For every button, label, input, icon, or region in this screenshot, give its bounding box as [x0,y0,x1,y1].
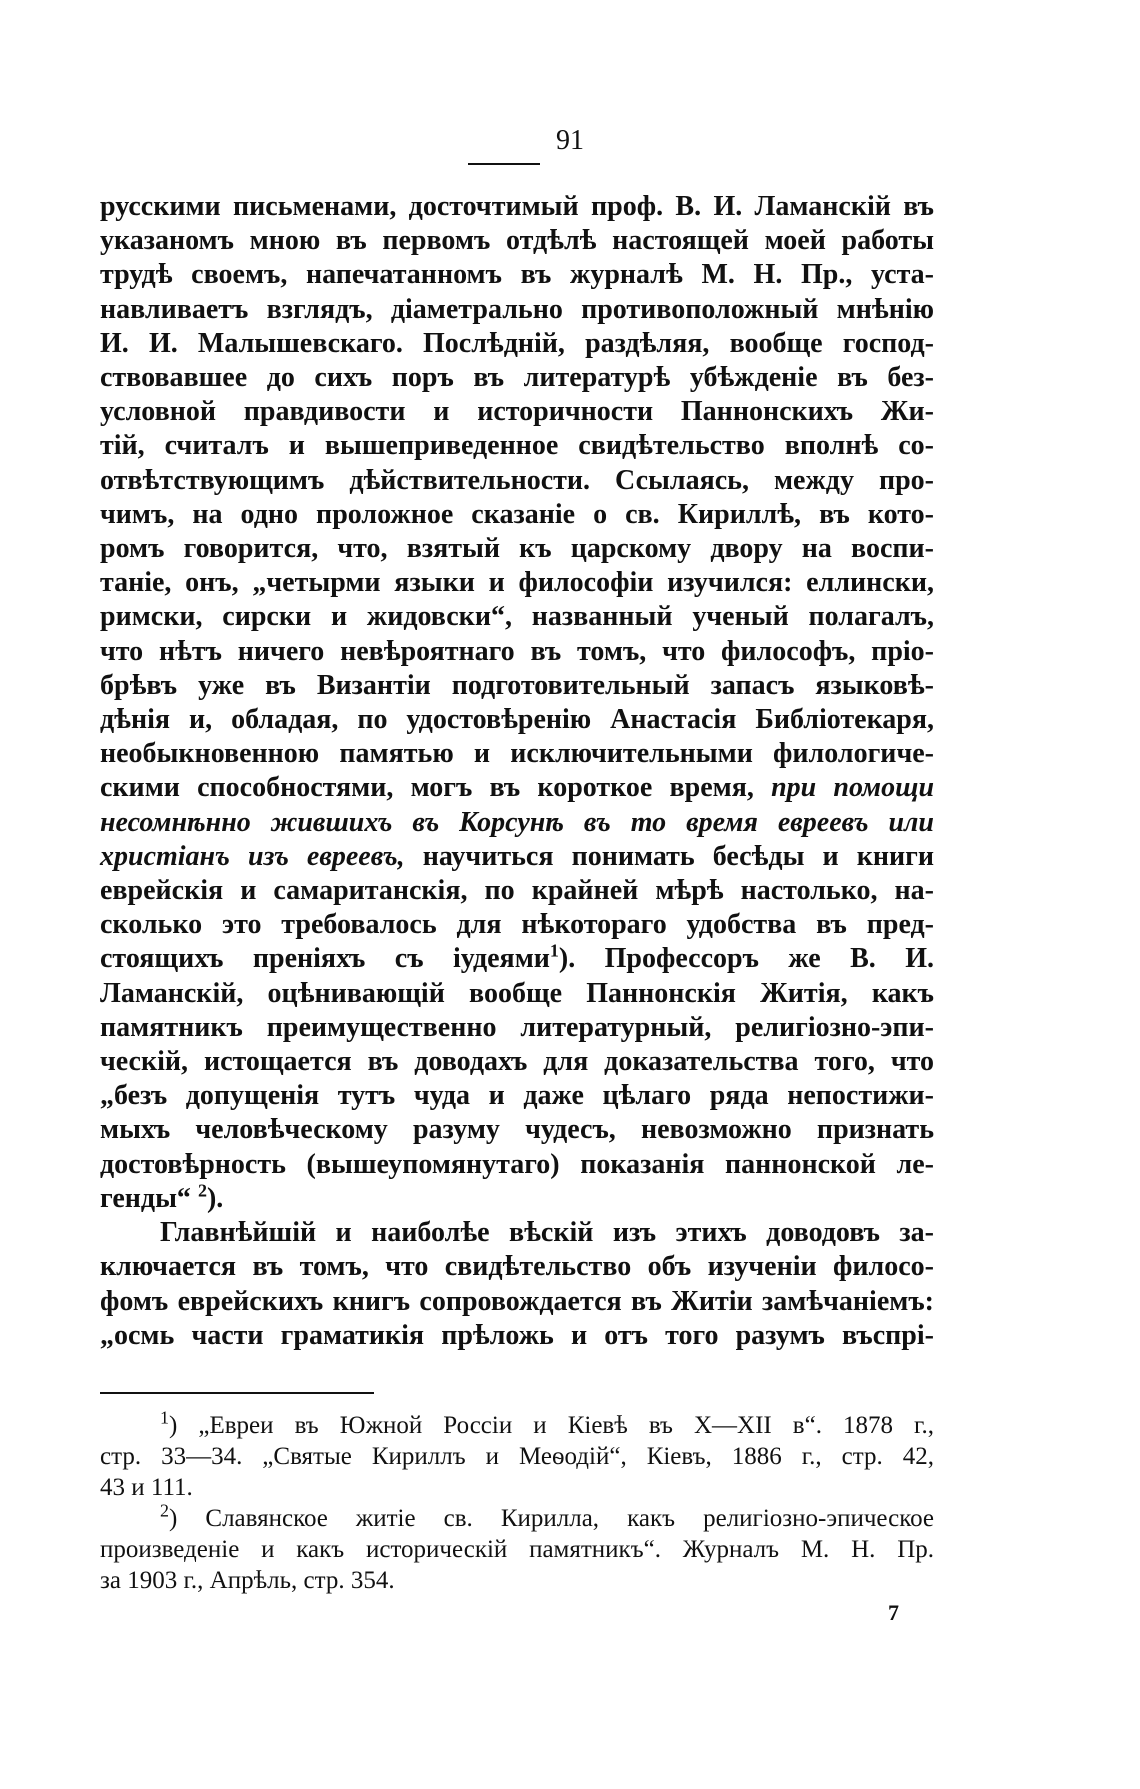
text-line: И. И. Малышевскаго. Послѣдній, раздѣляя, вообще господ- [100,327,934,359]
footnote-line: 43 и 111. [100,1474,193,1501]
page-number-rule [468,163,540,165]
text-line: ческій, истощается въ доводахъ для доказательства того, что [100,1046,934,1078]
text-line: навливаетъ взглядъ, діаметрально противоположный мнѣнію [100,293,934,325]
text-line: еврейскія и самаританскія, по крайней мѣрѣ настолько, на- [100,875,934,907]
italic-line: несомнѣнно жившихъ въ Корсунѣ въ то время евреевъ или [100,806,934,838]
text-line: тій, считалъ и вышеприведенное свидѣтельство вполнѣ со- [100,430,934,462]
text-line: трудѣ своемъ, напечатанномъ въ журналѣ М. Н. Пр., уста- [100,259,934,291]
text-line [100,771,934,805]
text-line: условной правдивости и историчности Паннонскихъ Жи- [100,396,934,428]
text-line: ромъ говорится, что, взятый къ царскому двору на воспи- [100,533,934,565]
text-line: „осмь части граматикія прѣложь и отъ того разумъ въспрі- [100,1319,934,1351]
text-span: стоящихъ преніяхъ съ іудеями [100,943,550,975]
text-line: брѣвъ уже въ Византіи подготовительный запасъ языковѣ- [100,669,934,701]
text-span: ). Профессоръ же В. И. [558,943,934,975]
text-line: необыкновенною памятью и исключительными филологиче- [100,738,934,770]
text-line: ствовавшее до сихъ поръ въ литературѣ убѣжденіе въ без- [100,362,934,394]
text-line: отвѣтствующимъ дѣйствительности. Ссылаясь, между про- [100,464,934,496]
footnote-line: произведеніе и какъ историческій памятникъ“. Журналъ М. Н. Пр. [100,1536,934,1563]
italic-phrase: христіанъ изъ евреевъ, [100,840,405,872]
footnote-1 [100,1407,934,1441]
text-line: римски, сирски и жидовски“, названный ученый полагалъ, [100,601,934,633]
text-line: памятникъ преимущественно литературный, религіозно-эпи- [100,1011,934,1043]
text-line: фомъ еврейскихъ книгъ сопровождается въ Житіи замѣчаніемъ: [100,1285,934,1317]
footnote-mark: 1 [160,1407,169,1428]
footnote-ref[interactable]: 2 [197,1180,207,1201]
text-span: ) „Евреи въ Южной Россіи и Кіевѣ въ X—XII в“. 1878 г., [169,1412,934,1439]
text-line: мыхъ человѣческому разуму чудесъ, невозможно признать [100,1114,934,1146]
text-line [100,942,934,976]
text-span: ) Славянское житіе св. Кирилла, какъ религіозно-эпическое [169,1505,934,1532]
text-line: „безъ допущенія тутъ чуда и даже цѣлаго ряда непостижи- [100,1080,934,1112]
text-line: ключается въ томъ, что свидѣтельство объ изученіи филосо- [100,1251,934,1283]
text-line [100,840,934,874]
text-line: Ламанскій, оцѣнивающій вообще Паннонскія Житія, какъ [100,977,934,1009]
footnote-2 [100,1500,934,1534]
text-line: достовѣрность (вышеупомянутаго) показанія паннонской ле- [100,1148,934,1180]
italic-phrase: при помощи [771,772,935,804]
text-span: ). [206,1182,224,1214]
text-line: что нѣтъ ничего невѣроятнаго въ томъ, что философъ, пріо- [100,635,934,667]
text-line: чимъ, на одно проложное сказаніе о св. Кириллѣ, въ кото- [100,498,934,530]
page-number: 91 [556,125,584,156]
main-text [100,190,934,1353]
text-line: дѣнія и, обладая, по удостовѣренію Анастасія Библіотекаря, [100,704,934,736]
footnote-ref[interactable]: 1 [549,941,559,962]
text-span: научиться понимать бесѣды и книги [404,840,934,872]
paragraph-first-line: Главнѣйшій и наиболѣе вѣскій изъ этихъ доводовъ за- [160,1217,934,1249]
text-span: генды“ [100,1182,198,1214]
printer-signature-mark: 7 [888,1600,899,1625]
text-line: сколько это требовалось для нѣкотораго удобства въ пред- [100,909,934,941]
text-line [100,1182,934,1216]
text-span: скими способностями, могъ въ короткое время, [100,772,754,804]
footnote-line: за 1903 г., Апрѣль, стр. 354. [100,1567,395,1594]
text-line: указаномъ мною въ первомъ отдѣлѣ настоящей моей работы [100,225,934,257]
text-line: русскими письменами, досточтимый проф. В. И. Ламанскій въ [100,191,934,222]
footnote-rule [100,1392,374,1394]
text-line: таніе, онъ, „четырми языки и философіи изучился: еллински, [100,567,934,599]
footnote-line: стр. 33—34. „Святые Кириллъ и Меѳодій“, Кіевъ, 1886 г., стр. 42, [100,1443,934,1470]
footnotes [100,1407,934,1596]
footnote-mark: 2 [160,1500,169,1521]
